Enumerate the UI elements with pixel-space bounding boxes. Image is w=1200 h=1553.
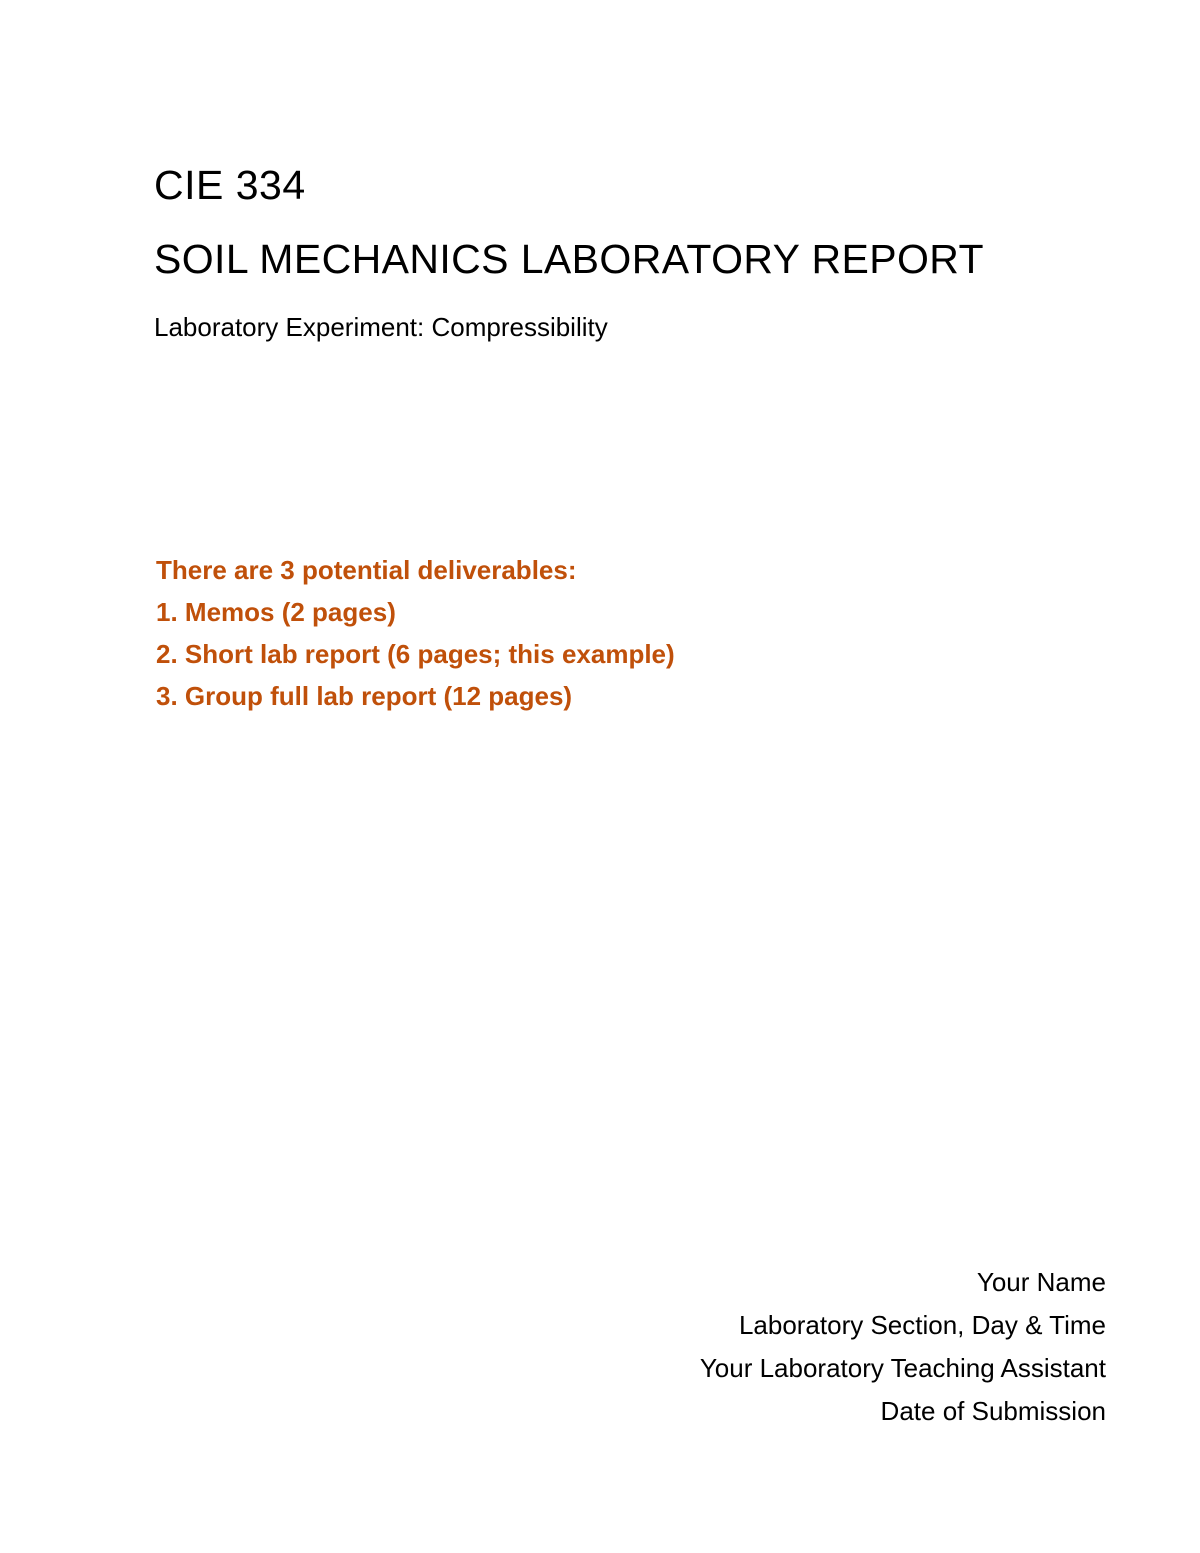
deliverable-item-full-report: 3. Group full lab report (12 pages) [156,681,573,711]
signature-block [700,1261,1106,1433]
deliverable-item-memos: 1. Memos (2 pages) [156,597,396,627]
teaching-assistant: Your Laboratory Teaching Assistant [699,1353,1106,1383]
deliverables-section [156,549,675,717]
deliverables-list [156,591,675,717]
submission-date: Date of Submission [880,1396,1106,1426]
course-code: CIE 334 [154,162,306,208]
report-title: SOIL MECHANICS LABORATORY REPORT [154,236,984,282]
experiment-subtitle: Laboratory Experiment: Compressibility [154,312,608,342]
lab-section: Laboratory Section, Day & Time [738,1310,1106,1340]
deliverable-item-short-report: 2. Short lab report (6 pages; this example) [156,639,675,669]
author-name: Your Name [976,1267,1106,1297]
deliverables-intro: There are 3 potential deliverables: [156,555,577,585]
